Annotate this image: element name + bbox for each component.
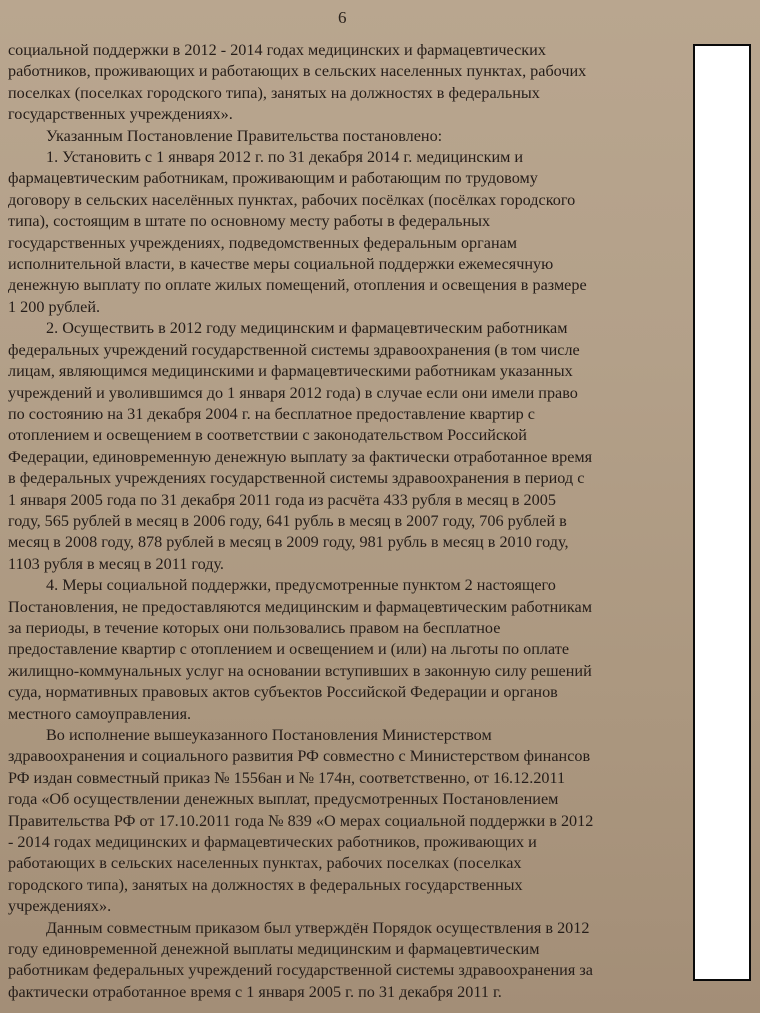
text-line: отоплением и освещением в соответствии с законодательством Российской (8, 426, 527, 445)
text-line: федеральных учреждений государственной системы здравоохранения (в том числе (8, 340, 580, 359)
text-line: государственных учреждениях». (8, 105, 233, 124)
text-line: типа), состоящим в штате по основному месту работы в федеральных (8, 212, 491, 231)
text-line: году, 565 рублей в месяц в 2006 году, 641 рубль в месяц в 2007 году, 706 рублей в (8, 511, 567, 530)
text-line: по состоянию на 31 декабря 2004 г. на бесплатное предоставление квартир с (8, 404, 535, 423)
text-line: денежную выплату по оплате жилых помещений, отопления и освещения в размере (8, 276, 587, 295)
text-line: в федеральных учреждениях государственной системы здравоохранения в период с (8, 469, 585, 488)
text-line: - 2014 годах медицинских и фармацевтических работников, проживающих и (8, 833, 537, 852)
text-line: Данным совместным приказом был утверждён Порядок осуществления в 2012 (46, 918, 590, 937)
text-line: учреждений и уволившимся до 1 января 2012 года) в случае если они имели право (8, 383, 578, 402)
text-line: Постановления, не предоставляются медицинским и фармацевтическим работникам (8, 597, 592, 616)
text-line: социальной поддержки в 2012 - 2014 годах медицинских и фармацевтических (8, 41, 546, 59)
text-line: 1 января 2005 года по 31 декабря 2011 года из расчёта 433 рубля в месяц в 2005 (8, 490, 556, 509)
text-line: лицам, являющимся медицинскими и фармацевтическими работникам указанных (8, 362, 573, 381)
text-line: месяц в 2008 году, 878 рублей в месяц в 2009 году, 981 рубль в месяц в 2010 году, (8, 533, 569, 552)
text-line: года «Об осуществлении денежных выплат, предусмотренных Постановлением (8, 790, 559, 809)
text-line: году единовременной денежной выплаты медицинским и фармацевтическим (8, 940, 540, 959)
text-line: 1 200 рублей. (8, 297, 101, 316)
redaction-box (693, 44, 751, 981)
text-line: суда, нормативных правовых актов субъектов Российской Федерации и органов (8, 683, 558, 702)
text-line: здравоохранения и социального развития РФ совместно с Министерством финансов (8, 747, 591, 766)
page-number: 6 (338, 8, 347, 27)
text-line: Федерации, единовременную денежную выплату за фактически отработанное время (8, 447, 593, 466)
text-line: исполнительной власти, в качестве меры социальной поддержки ежемесячную (8, 255, 554, 274)
text-line: предоставление квартир с отоплением и освещением и (или) на льготы по оплате (8, 640, 570, 659)
text-line: фармацевтическим работникам, проживающим и работающим по трудовому (8, 169, 538, 188)
text-line: жилищно-коммунальных услуг на основании вступивших в законную силу решений (8, 661, 592, 680)
text-line: 1. Установить с 1 января 2012 г. по 31 декабря 2014 г. медицинским и (46, 148, 524, 167)
text-line: поселках (поселках городского типа), занятых на должностях в федеральных (8, 83, 540, 102)
text-line: за периоды, в течение которых они пользовались правом на бесплатное (8, 618, 501, 637)
text-line: работников, проживающих и работающих в сельских населенных пунктах, рабочих (8, 62, 587, 81)
text-line: местного самоуправления. (8, 704, 192, 723)
text-line: Указанным Постановление Правительства постановлено: (46, 126, 443, 145)
text-line: 2. Осуществить в 2012 году медицинским и фармацевтическим работникам (46, 319, 568, 338)
text-line: договору в сельских населённых пунктах, рабочих посёлках (посёлках городского (8, 190, 576, 209)
text-line: городского типа), занятых на должностях в федеральных государственных (8, 875, 523, 894)
text-line: Во исполнение вышеуказанного Постановления Министерством (46, 726, 492, 744)
text-line: 1103 рубля в месяц в 2011 году. (8, 554, 224, 573)
text-line: Правительства РФ от 17.10.2011 года № 839 «О мерах социальной поддержки в 2012 (8, 811, 594, 830)
text-line: государственных учреждениях, подведомственных федеральным органам (8, 233, 518, 252)
text-line: работающих в сельских населенных пунктах, рабочих поселках (поселках (8, 854, 522, 873)
body-text (8, 40, 673, 1003)
text-line: работникам федеральных учреждений государственной системы здравоохранения за (8, 961, 593, 980)
text-line: фактически отработанное время с 1 января 2005 г. по 31 декабря 2011 г. (8, 982, 502, 1001)
text-line: 4. Меры социальной поддержки, предусмотренные пунктом 2 настоящего (46, 576, 556, 595)
text-line: учреждениях». (8, 897, 112, 916)
text-line: РФ издан совместный приказ № 1556ан и № 174н, соответственно, от 16.12.2011 (8, 768, 566, 787)
